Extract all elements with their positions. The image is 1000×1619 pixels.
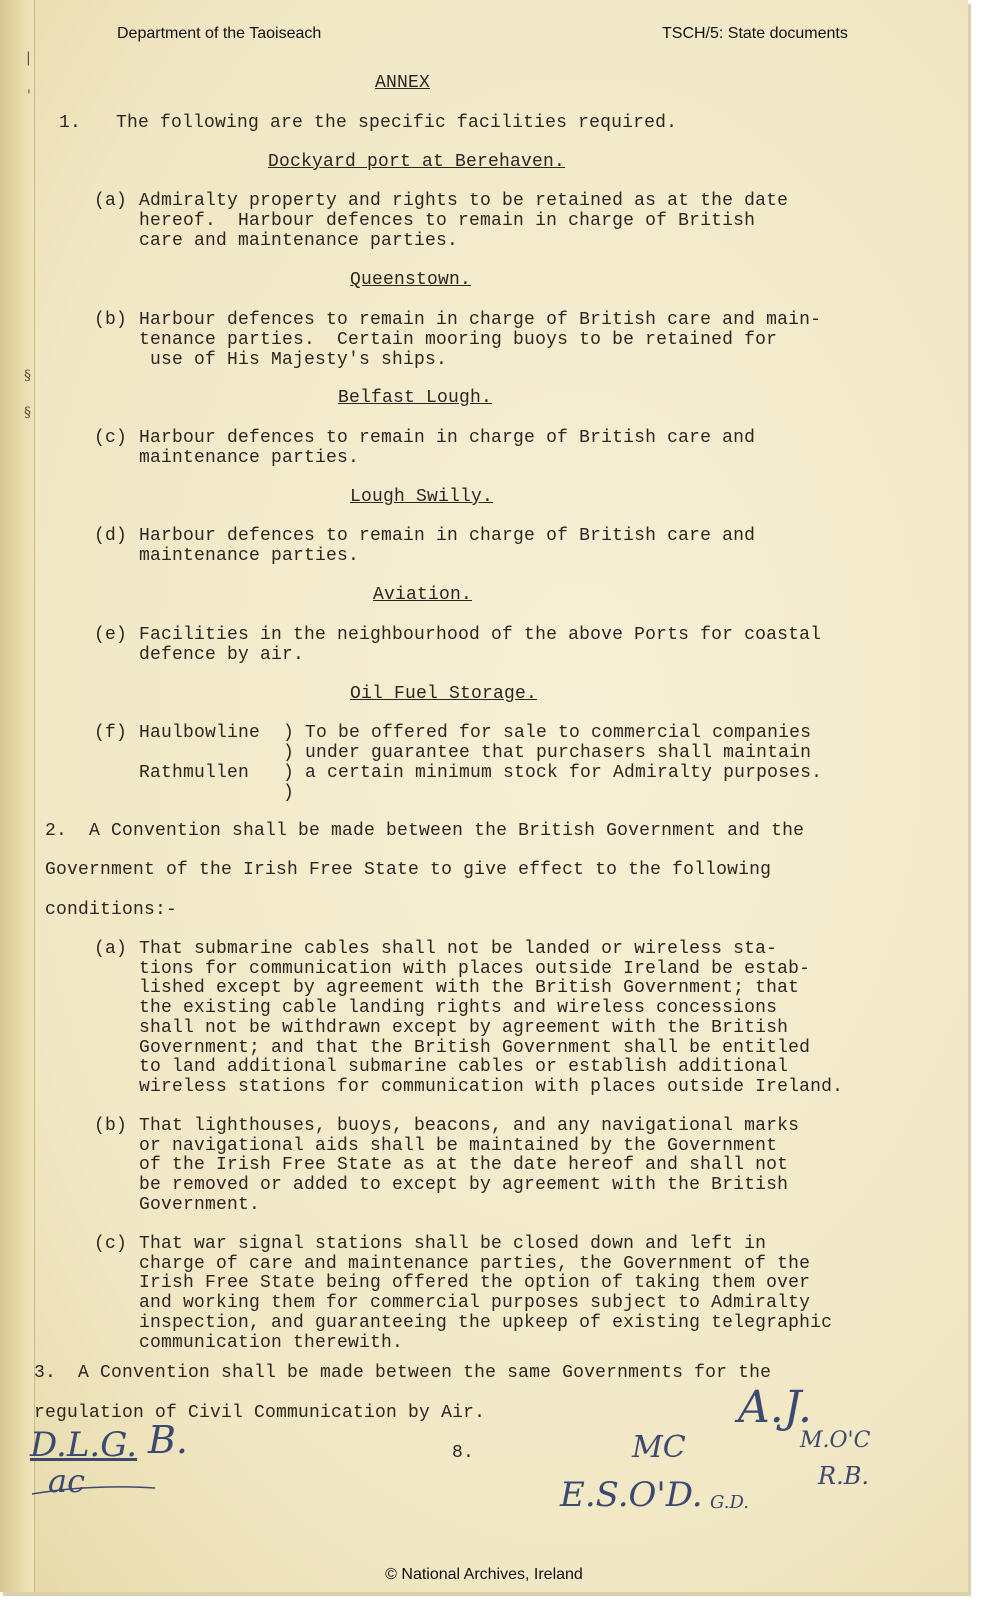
item-line: communication therewith. <box>139 1333 404 1353</box>
item-line: the existing cable landing rights and wireless concessions <box>139 998 778 1018</box>
section2-line: Government of the Irish Free State to give effect to the following <box>45 860 772 880</box>
item-line: tenance parties. Certain mooring buoys to be retained for <box>139 330 778 350</box>
handwritten-initials: G.D. <box>710 1492 749 1513</box>
section2-line: 2. A Convention shall be made between the British Government and the <box>45 821 805 841</box>
item-line: That submarine cables shall not be landed or wireless sta- <box>139 939 778 959</box>
item-label: (c) <box>94 1234 128 1254</box>
item-line: maintenance parties. <box>139 448 360 468</box>
item-line: Harbour defences to remain in charge of British care and <box>139 428 756 448</box>
place-haulbowline: Haulbowline <box>139 723 261 743</box>
item-line: charge of care and maintenance parties, the Government of the <box>139 1254 811 1274</box>
heading-lough-swilly: Lough Swilly. <box>350 487 494 507</box>
item-line: Facilities in the neighbourhood of the above Ports for coastal <box>139 625 822 645</box>
archive-header-right: TSCH/5: State documents <box>662 25 848 42</box>
section1-intro: The following are the specific facilities required. <box>116 113 678 133</box>
handwritten-initials: D.L.G. <box>30 1425 137 1465</box>
handwritten-initials: R.B. <box>818 1462 869 1490</box>
item-line: maintenance parties. <box>139 546 360 566</box>
item-line: inspection, and guaranteeing the upkeep of existing telegraphic <box>139 1313 833 1333</box>
item-label: (e) <box>94 625 128 645</box>
item-line: or navigational aids shall be maintained by the Government <box>139 1136 778 1156</box>
item-line: shall not be withdrawn except by agreement with the British <box>139 1018 789 1038</box>
archive-header-left: Department of the Taoiseach <box>117 25 322 42</box>
handwritten-initials: ac <box>48 1462 85 1500</box>
item-label: (b) <box>94 1116 128 1136</box>
item-line: Harbour defences to remain in charge of British care and main- <box>139 310 822 330</box>
item-line: ) under guarantee that purchasers shall maintain <box>283 743 812 763</box>
section1-number: 1. <box>59 113 82 133</box>
handwritten-underline <box>30 1480 160 1500</box>
item-line: of the Irish Free State as at the date hereof and shall not <box>139 1155 789 1175</box>
item-line: defence by air. <box>139 645 305 665</box>
heading-aviation: Aviation. <box>373 585 473 605</box>
annex-title: ANNEX <box>375 73 431 93</box>
item-line: lished except by agreement with the British Government; that <box>139 978 800 998</box>
item-label: (a) <box>94 939 128 959</box>
heading-oil-fuel-storage: Oil Fuel Storage. <box>350 684 538 704</box>
item-line: wireless stations for communication with places outside Ireland. <box>139 1077 844 1097</box>
item-line: care and maintenance parties. <box>139 231 459 251</box>
item-line: hereof. Harbour defences to remain in charge of British <box>139 211 756 231</box>
item-line: be removed or added to except by agreement with the British <box>139 1175 789 1195</box>
item-line: to land additional submarine cables or establish additional <box>139 1057 789 1077</box>
item-label: (c) <box>94 428 128 448</box>
item-line: Admiralty property and rights to be retained as at the date <box>139 191 789 211</box>
binding-edge: | ' § § <box>0 0 35 1592</box>
item-label: (f) <box>94 723 128 743</box>
handwritten-initials: B. <box>148 1418 189 1462</box>
item-line: Harbour defences to remain in charge of British care and <box>139 526 756 546</box>
place-rathmullen: Rathmullen <box>139 763 250 783</box>
heading-berehaven: Dockyard port at Berehaven. <box>268 152 566 172</box>
item-label: (d) <box>94 526 128 546</box>
item-line: Government. <box>139 1195 261 1215</box>
archive-footer: © National Archives, Ireland <box>385 1566 583 1583</box>
heading-belfast-lough: Belfast Lough. <box>338 388 493 408</box>
section3-line: 3. A Convention shall be made between the same Governments for the <box>34 1363 772 1383</box>
section3-line: regulation of Civil Communication by Air. <box>34 1403 486 1423</box>
handwritten-initials: A.J. <box>738 1382 812 1433</box>
page-number: 8. <box>452 1443 475 1463</box>
item-label: (a) <box>94 191 128 211</box>
item-line: Irish Free State being offered the option of taking them over <box>139 1273 811 1293</box>
handwritten-initials: MC <box>632 1430 686 1465</box>
item-line: That war signal stations shall be closed down and left in <box>139 1234 767 1254</box>
handwritten-initials: E.S.O'D. <box>560 1475 703 1515</box>
section2-line: conditions:- <box>45 900 178 920</box>
item-line: tions for communication with places outside Ireland be estab- <box>139 959 811 979</box>
item-label: (b) <box>94 310 128 330</box>
item-line: Government; and that the British Government shall be entitled <box>139 1038 811 1058</box>
item-line: use of His Majesty's ships. <box>139 350 448 370</box>
item-line: and working them for commercial purposes subject to Admiralty <box>139 1293 811 1313</box>
handwritten-initials: M.O'C <box>800 1428 871 1453</box>
item-line: ) a certain minimum stock for Admiralty purposes. <box>283 763 823 783</box>
item-line: ) <box>283 783 295 803</box>
heading-queenstown: Queenstown. <box>350 270 472 290</box>
item-line: That lighthouses, buoys, beacons, and any navigational marks <box>139 1116 800 1136</box>
item-line: ) To be offered for sale to commercial companies <box>283 723 812 743</box>
